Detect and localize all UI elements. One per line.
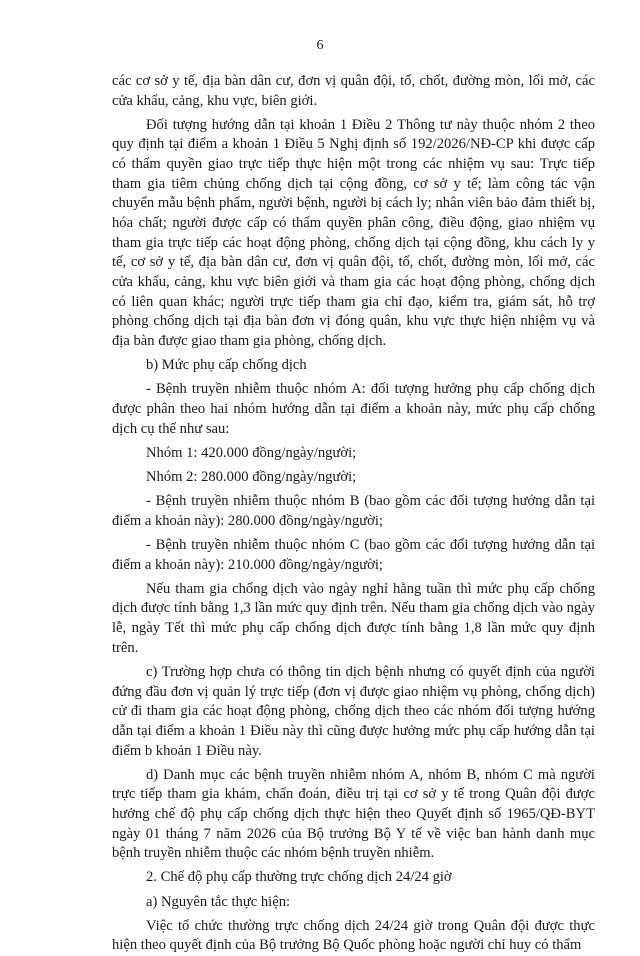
paragraph-group-1-rate: Nhóm 1: 420.000 đồng/ngày/người; <box>146 444 357 461</box>
paragraph-group-b-disease: - Bệnh truyền nhiễm thuộc nhóm B (bao gồm các đối tượng hướng dẫn tại điểm a khoản này): 280.000 đồng/ngày/người; <box>112 493 595 529</box>
paragraph-group-2-subjects: Đối tượng hướng dẫn tại khoản 1 Điều 2 Thông tư này thuộc nhóm 2 theo quy định tại điểm a khoản 1 Điều 5 Nghị định số 192/2026/NĐ-CP khi được cấp có thẩm quyền giao trực tiếp thực hiện một trong các nhiệm vụ sau: Trực tiếp tham gia tiêm chủng chống dịch tại cộng đồng, cơ sở y tế; làm công tác vận chuyển mẫu bệnh phẩm, người bệnh, người bị cách ly; nhân viên bảo đảm thiết bị, hóa chất; người được cấp có thẩm quyền phân công, điều động, giao nhiệm vụ tham gia trực tiếp các hoạt động phòng, chống dịch tại cộng đồng, khu cách ly y tế, cơ sở y tế, địa bàn dân cư, đơn vị quân đội, tổ, chốt, đường mòn, lối mở, các cửa khẩu, cảng, khu vực biên giới và tham gia các hoạt động phòng, chống dịch có liên quan khác; người trực tiếp tham gia chỉ đạo, kiểm tra, giám sát, hỗ trợ phòng chống dịch tại địa bàn đơn vị đóng quân, khu vực thực hiện nhiệm vụ và địa bàn được giao tham gia phòng, chống dịch. <box>112 116 595 350</box>
paragraph-holiday-multiplier: Nếu tham gia chống dịch vào ngày nghỉ hằng tuần thì mức phụ cấp chống dịch được tính bằng 1,3 lần mức quy định trên. Nếu tham gia chống dịch vào ngày lễ, ngày Tết thì mức phụ cấp chống dịch được tính bằng 1,8 lần mức quy định trên. <box>112 580 595 656</box>
section-heading-2: 2. Chế độ phụ cấp thường trực chống dịch 24/24 giờ <box>146 869 452 886</box>
section-c-no-outbreak-info: c) Trường hợp chưa có thông tin dịch bệnh nhưng có quyết định của người đứng đầu đơn vị quản lý trực tiếp (đơn vị được giao nhiệm vụ phòng, chống dịch) cử đi tham gia các hoạt động phòng, chống dịch theo các nhóm đối tượng hướng dẫn tại điểm a khoản 1 Điều này thì cũng được hưởng mức phụ cấp hướng dẫn tại điểm b khoản 1 Điều này. <box>112 663 595 759</box>
section-heading-b: b) Mức phụ cấp chống dịch <box>146 357 307 374</box>
paragraph-continuation: các cơ sở y tế, địa bàn dân cư, đơn vị quân đội, tổ, chốt, đường mòn, lối mở, các cửa khẩu, cảng, khu vực, biên giới. <box>112 73 595 109</box>
paragraph-24h-duty: Việc tổ chức thường trực chống dịch 24/24 giờ trong Quân đội được thực hiện theo quyết định của Bộ trưởng Bộ Quốc phòng hoặc người chỉ huy có thẩm <box>112 917 595 954</box>
paragraph-group-a-disease: - Bệnh truyền nhiễm thuộc nhóm A: đối tượng hưởng phụ cấp chống dịch được phân theo hai nhóm hướng dẫn tại điểm a khoản này, mức phụ cấp chống dịch cụ thể như sau: <box>112 381 595 437</box>
paragraph-group-c-disease: - Bệnh truyền nhiễm thuộc nhóm C (bao gồm các đối tượng hướng dẫn tại điểm a khoản này): 210.000 đồng/ngày/người; <box>112 536 595 573</box>
section-heading-a-principles: a) Nguyên tắc thực hiện: <box>146 893 291 910</box>
document-body <box>112 72 595 956</box>
section-d-disease-list: d) Danh mục các bệnh truyền nhiễm nhóm A, nhóm B, nhóm C mà người trực tiếp tham gia khám, chẩn đoán, điều trị tại cơ sở y tế trong Quân đội được hưởng chế độ phụ cấp chống dịch thực hiện theo Quyết định số 1965/QĐ-BYT ngày 01 tháng 7 năm 2026 của Bộ trưởng Bộ Y tế về việc ban hành danh mục bệnh truyền nhiễm thuộc các nhóm bệnh truyền nhiễm. <box>112 766 595 862</box>
page-number: 6 <box>316 38 324 53</box>
paragraph-group-2-rate: Nhóm 2: 280.000 đồng/ngày/người; <box>146 468 357 485</box>
